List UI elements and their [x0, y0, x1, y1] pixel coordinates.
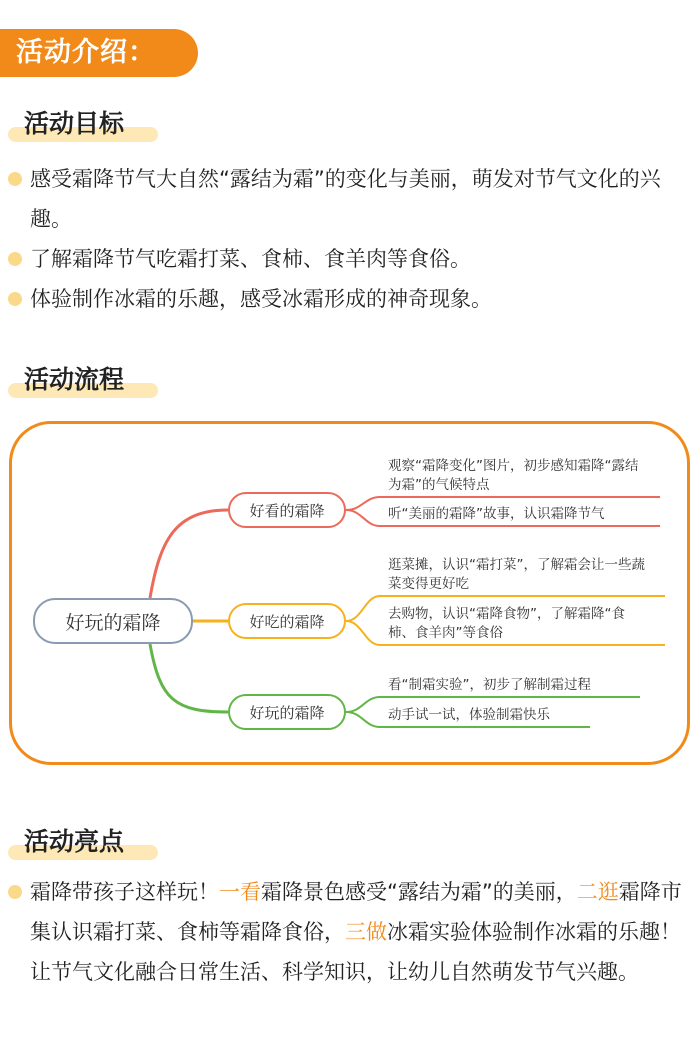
- leaf-3b: 动手试一试，体验制霜快乐: [388, 707, 550, 723]
- leaf-1b: 听“美丽的霜降”故事，认识霜降节气: [388, 506, 605, 522]
- goal-item-1: [0, 159, 700, 239]
- branch-good-playing: 好玩的霜降: [228, 694, 346, 730]
- branch-good-eating: 好吃的霜降: [228, 603, 346, 639]
- bullet-dot-icon: [8, 292, 22, 306]
- intro-banner: 活动介绍：: [0, 29, 198, 77]
- highlights-title: 活动亮点: [24, 827, 125, 856]
- highlights-list: [0, 872, 700, 992]
- highlight-keyword-make: 三做: [345, 920, 387, 944]
- highlight-keyword-look: 一看: [219, 880, 261, 904]
- leaf-2b: 去购物，认识“霜降食物”，了解霜降“食柿、食羊肉”等食俗: [388, 606, 625, 641]
- process-title: 活动流程: [24, 365, 125, 394]
- highlight-keyword-stroll: 二逛: [576, 880, 619, 904]
- goal-text-1: 感受霜降节气大自然“露结为霜”的变化与美丽，萌发对节气文化的兴趣。: [30, 167, 661, 231]
- highlight-text-3: 霜降市集认识霜打菜、食柿等霜降食俗，: [30, 880, 682, 944]
- goal-item-2: [0, 239, 700, 279]
- goal-text-2: 了解霜降节气吃霜打菜、食柿、食羊肉等食俗。: [30, 247, 471, 271]
- bullet-dot-icon: [8, 252, 22, 266]
- highlight-text-4: 冰霜实验体验制作冰霜的乐趣！让节气文化融合日常生活、科学知识，让幼儿自然萌发节气兴趣。: [30, 920, 681, 984]
- goals-list: [0, 159, 700, 319]
- leaf-1a: 观察“霜降变化”图片，初步感知霜降“露结为霜”的气候特点: [388, 458, 639, 493]
- goal-item-3: [0, 279, 700, 319]
- leaf-2a-text: 逛菜摊，认识“霜打菜”，了解霜会让一些蔬菜变得更好吃: [388, 557, 645, 592]
- highlight-text-2: 霜降景色感受“露结为霜”的美丽，: [261, 880, 577, 904]
- bullet-dot-icon: [8, 172, 22, 186]
- highlight-item: [0, 872, 700, 992]
- goals-title: 活动目标: [24, 109, 125, 138]
- highlight-text-1: 霜降带孩子这样玩！: [30, 880, 219, 904]
- mindmap-root: 好玩的霜降: [33, 598, 193, 644]
- bullet-dot-icon: [8, 885, 22, 899]
- goal-text-3: 体验制作冰霜的乐趣，感受冰霜形成的神奇现象。: [30, 287, 492, 311]
- leaf-3a: 看“制霜实验”，初步了解制霜过程: [388, 677, 591, 693]
- branch-good-looking: 好看的霜降: [228, 492, 346, 528]
